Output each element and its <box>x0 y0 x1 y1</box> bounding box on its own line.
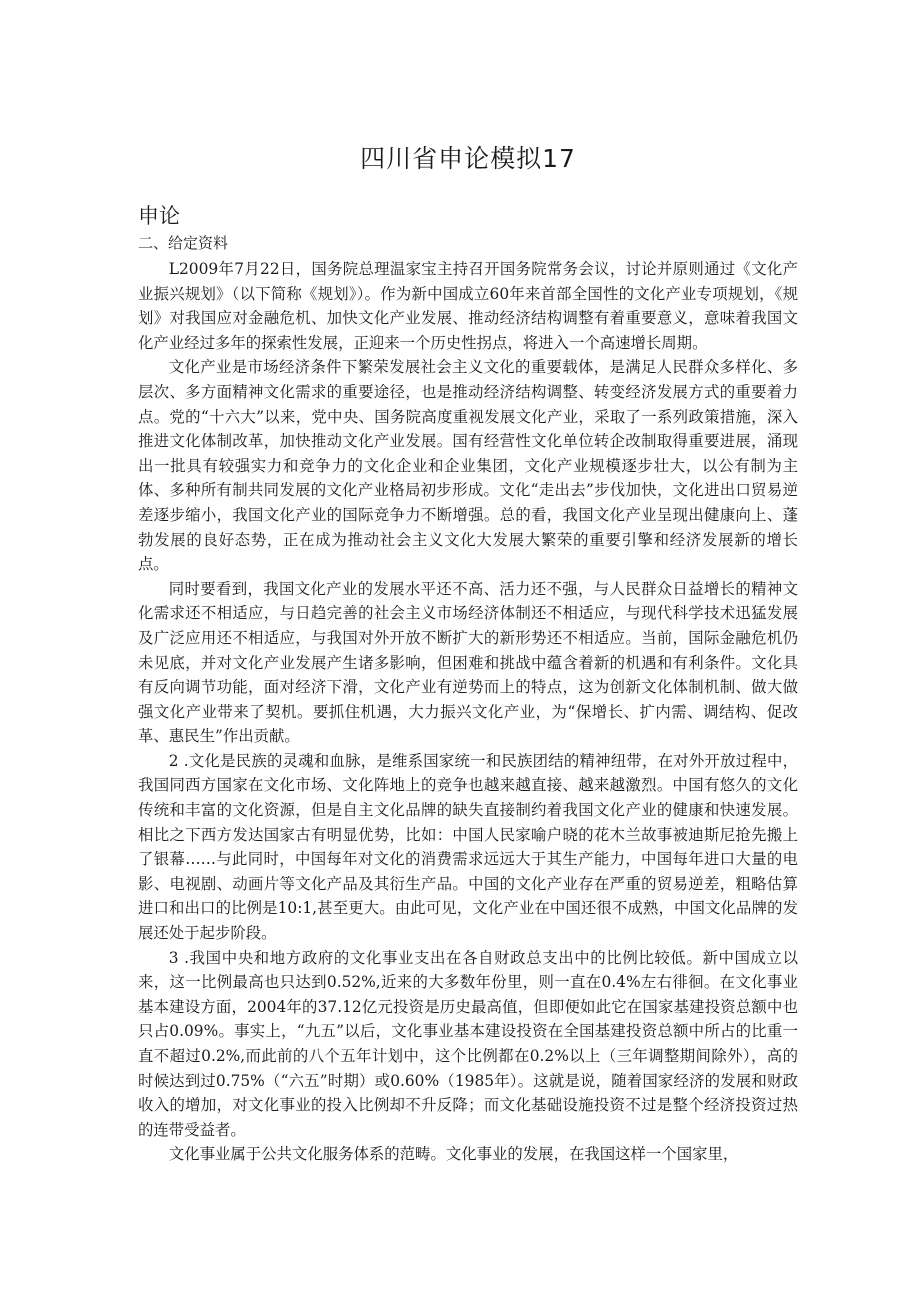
paragraph-3: 同时要看到，我国文化产业的发展水平还不高、活力还不强，与人民群众日益增长的精神文化需求还不相适应，与日趋完善的社会主义市场经济体制还不相适应，与现代科学技术迅猛发展及广泛应用还不相适应，与我国对外开放不断扩大的新形势还不相适应。当前，国际金融危机仍未见底，并对文化产业发展产生诸多影响，但困难和挑战中蕴含着新的机遇和有利条件。文化具有反向调节功能，面对经济下滑，文化产业有逆势而上的特点，这为创新文化体制机制、做大做强文化产业带来了契机。要抓住机遇，大力振兴文化产业，为“保增长、扩内需、调结构、促改革、惠民生”作出贡献。 <box>138 579 798 746</box>
paragraph-4: 2 .文化是民族的灵魂和血脉，是维系国家统一和民族团结的精神纽带，在对外开放过程中，我国同西方国家在文化市场、文化阵地上的竞争也越来越直接、越来越激烈。中国有悠久的文化传统和丰富的文化资源，但是自主文化品牌的缺失直接制约着我国文化产业的健康和快速发展。相比之下西方发达国家古有明显优势，比如：中国人民家喻户晓的花木兰故事被迪斯尼抢先搬上了银幕……与此同时，中国每年对文化的消费需求远远大于其生产能力，中国每年进口大量的电影、电视剧、动画片等文化产品及其衍生产品。中国的文化产业存在严重的贸易逆差，粗略估算进口和出口的比例是10:1,甚至更大。由此可见，文化产业在中国还很不成熟，中国文化品牌的发展还处于起步阶段。 <box>138 751 798 943</box>
document-title: 四川省申论模拟17 <box>360 144 576 173</box>
sub-heading: 二、给定资料 <box>138 234 229 252</box>
section-heading: 申论 <box>138 204 180 228</box>
paragraph-5: 3 .我国中央和地方政府的文化事业支出在各自财政总支出中的比例比较低。新中国成立以来，这一比例最高也只达到0.52%,近来的大多数年份里，则一直在0.4%左右徘徊。在文化事业基本建设方面，2004年的37.12亿元投资是历史最高值，但即便如此它在国家基建投资总额中也只占0.09%。事实上，“九五”以后，文化事业基本建设投资在全国基建投资总额中所占的比重一直不超过0.2%,而此前的八个五年计划中，这个比例都在0.2%以上（三年调整期间除外），高的时候达到过0.75%（“六五”时期）或0.60%（1985年）。这就是说，随着国家经济的发展和财政收入的增加，对文化事业的投入比例却不升反降；而文化基础设施投资不过是整个经济投资过热的连带受益者。 <box>138 948 798 1139</box>
paragraph-2: 文化产业是市场经济条件下繁荣发展社会主义文化的重要载体，是满足人民群众多样化、多层次、多方面精神文化需求的重要途径，也是推动经济结构调整、转变经济发展方式的重要着力点。党的“十六大”以来，党中央、国务院高度重视发展文化产业，采取了一系列政策措施，深入推进文化体制改革，加快推动文化产业发展。国有经营性文化单位转企改制取得重要进展，涌现出一批具有较强实力和竞争力的文化企业和企业集团，文化产业规模逐步壮大，以公有制为主体、多种所有制共同发展的文化产业格局初步形成。文化“走出去”步伐加快，文化进出口贸易逆差逐步缩小，我国文化产业的国际竞争力不断增强。总的看，我国文化产业呈现出健康向上、蓬勃发展的良好态势，正在成为推动社会主义文化大发展大繁荣的重要引擎和经济发展新的增长点。 <box>138 358 798 574</box>
paragraph-1: L2009年7月22日，国务院总理温家宝主持召开国务院常务会议，讨论并原则通过《文化产业振兴规划》（以下简称《规划》）。作为新中国成立60年来首部全国性的文化产业专项规划，《规划》对我国应对金融危机、加快文化产业发展、推动经济结构调整有着重要意义，意味着我国文化产业经过多年的探索性发展，正迎来一个历史性拐点，将进入一个高速增长周期。 <box>138 260 798 352</box>
paragraph-6: 文化事业属于公共文化服务体系的范畴。文化事业的发展，在我国这样一个国家里， <box>168 1145 739 1164</box>
document-body <box>138 257 798 1167</box>
